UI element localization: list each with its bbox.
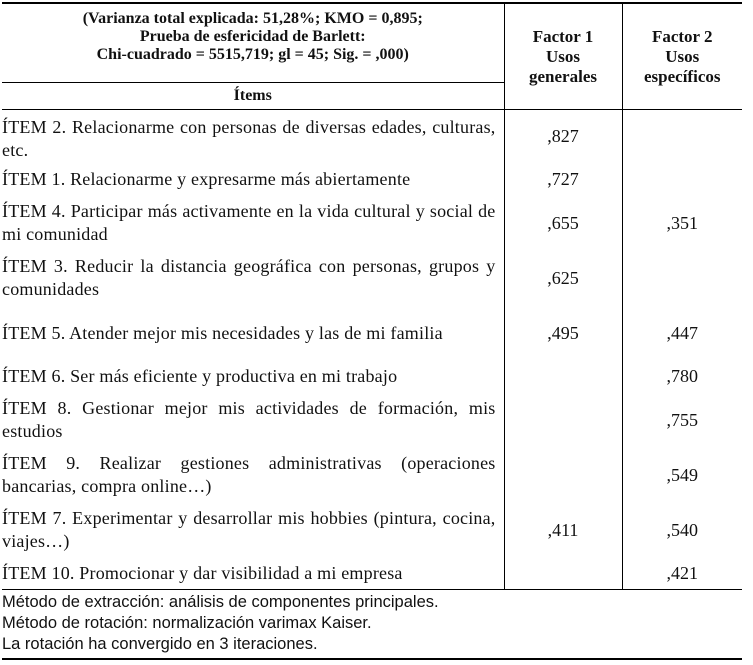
factor2-header: [622, 3, 742, 110]
factor1-value: [504, 361, 622, 393]
factor2-sub2: específicos: [644, 66, 721, 86]
factor1-sub1: Usos: [545, 46, 580, 66]
table-row: [2, 196, 742, 251]
item-label: ÍTEM 1. Relacionarme y expresarme más abiertamente: [2, 169, 411, 189]
footnote-extraction: Método de extracción: análisis de componentes principales.: [2, 593, 439, 611]
factor1-value: [504, 448, 622, 503]
stats-line-3: Chi-cuadrado = 5515,719; gl = 45; Sig. = ,000): [96, 46, 409, 63]
header-row: [2, 3, 742, 83]
factor1-value: ,411: [504, 503, 622, 558]
factor-loadings-table: [2, 2, 742, 660]
table-row: [2, 448, 742, 503]
factor2-value: [622, 251, 742, 306]
factor1-header: [504, 3, 622, 110]
item-label: ÍTEM 9. Realizar gestiones administrativas (operaciones bancarias, compra online…): [2, 453, 496, 496]
factor1-value: ,827: [504, 110, 622, 164]
item-label: ÍTEM 5. Atender mejor mis necesidades y las de mi familia: [2, 322, 443, 343]
items-header: Ítems: [2, 83, 504, 110]
item-label: ÍTEM 6. Ser más eficiente y productiva en mi trabajo: [2, 366, 398, 386]
table-row: [2, 393, 742, 448]
stats-line-2: Prueba de esfericidad de Barlett:: [139, 28, 366, 45]
stats-line-1: (Varianza total explicada: 51,28%; KMO = 0,895;: [82, 10, 423, 27]
factor1-value: ,625: [504, 251, 622, 306]
item-label: ÍTEM 7. Experimentar y desarrollar mis hobbies (pintura, cocina, viajes…): [2, 508, 496, 551]
table-row: [2, 251, 742, 306]
item-label: ÍTEM 2. Relacionarme con personas de diversas edades, culturas, etc.: [2, 116, 496, 160]
footer-row: [2, 590, 742, 660]
table-row: [2, 306, 742, 361]
factor1-value: [504, 558, 622, 590]
table-row: [2, 361, 742, 393]
table-row: [2, 558, 742, 590]
factor1-value: [504, 393, 622, 448]
table-footnote: [2, 590, 742, 660]
table-row: [2, 164, 742, 196]
factor1-title: Factor 1: [532, 26, 594, 46]
factor2-value: ,549: [622, 448, 742, 503]
footnote-convergence: La rotación ha convergido en 3 iteraciones.: [2, 635, 318, 653]
factor2-value: [622, 110, 742, 164]
factor2-value: ,755: [622, 393, 742, 448]
footnote-rotation: Método de rotación: normalización varimax Kaiser.: [2, 614, 372, 632]
item-label: ÍTEM 8. Gestionar mejor mis actividades de formación, mis estudios: [2, 398, 496, 441]
factor2-value: ,351: [622, 196, 742, 251]
table-row: [2, 110, 742, 164]
factor2-value: ,780: [622, 361, 742, 393]
factor1-value: ,495: [504, 306, 622, 361]
factor2-value: ,540: [622, 503, 742, 558]
item-label: ÍTEM 3. Reducir la distancia geográfica con personas, grupos y comunidades: [2, 256, 496, 299]
factor1-value: ,727: [504, 164, 622, 196]
factor1-sub2: generales: [529, 66, 597, 86]
factor1-value: ,655: [504, 196, 622, 251]
table-row: [2, 503, 742, 558]
factor2-value: ,421: [622, 558, 742, 590]
factor2-value: [622, 164, 742, 196]
factor2-value: ,447: [622, 306, 742, 361]
factor2-sub1: Usos: [665, 46, 700, 66]
item-label: ÍTEM 10. Promocionar y dar visibilidad a mi empresa: [2, 558, 504, 590]
item-label: ÍTEM 4. Participar más activamente en la vida cultural y social de mi comunidad: [2, 201, 496, 244]
stats-header: [2, 3, 504, 83]
factor2-title: Factor 2: [651, 26, 713, 46]
